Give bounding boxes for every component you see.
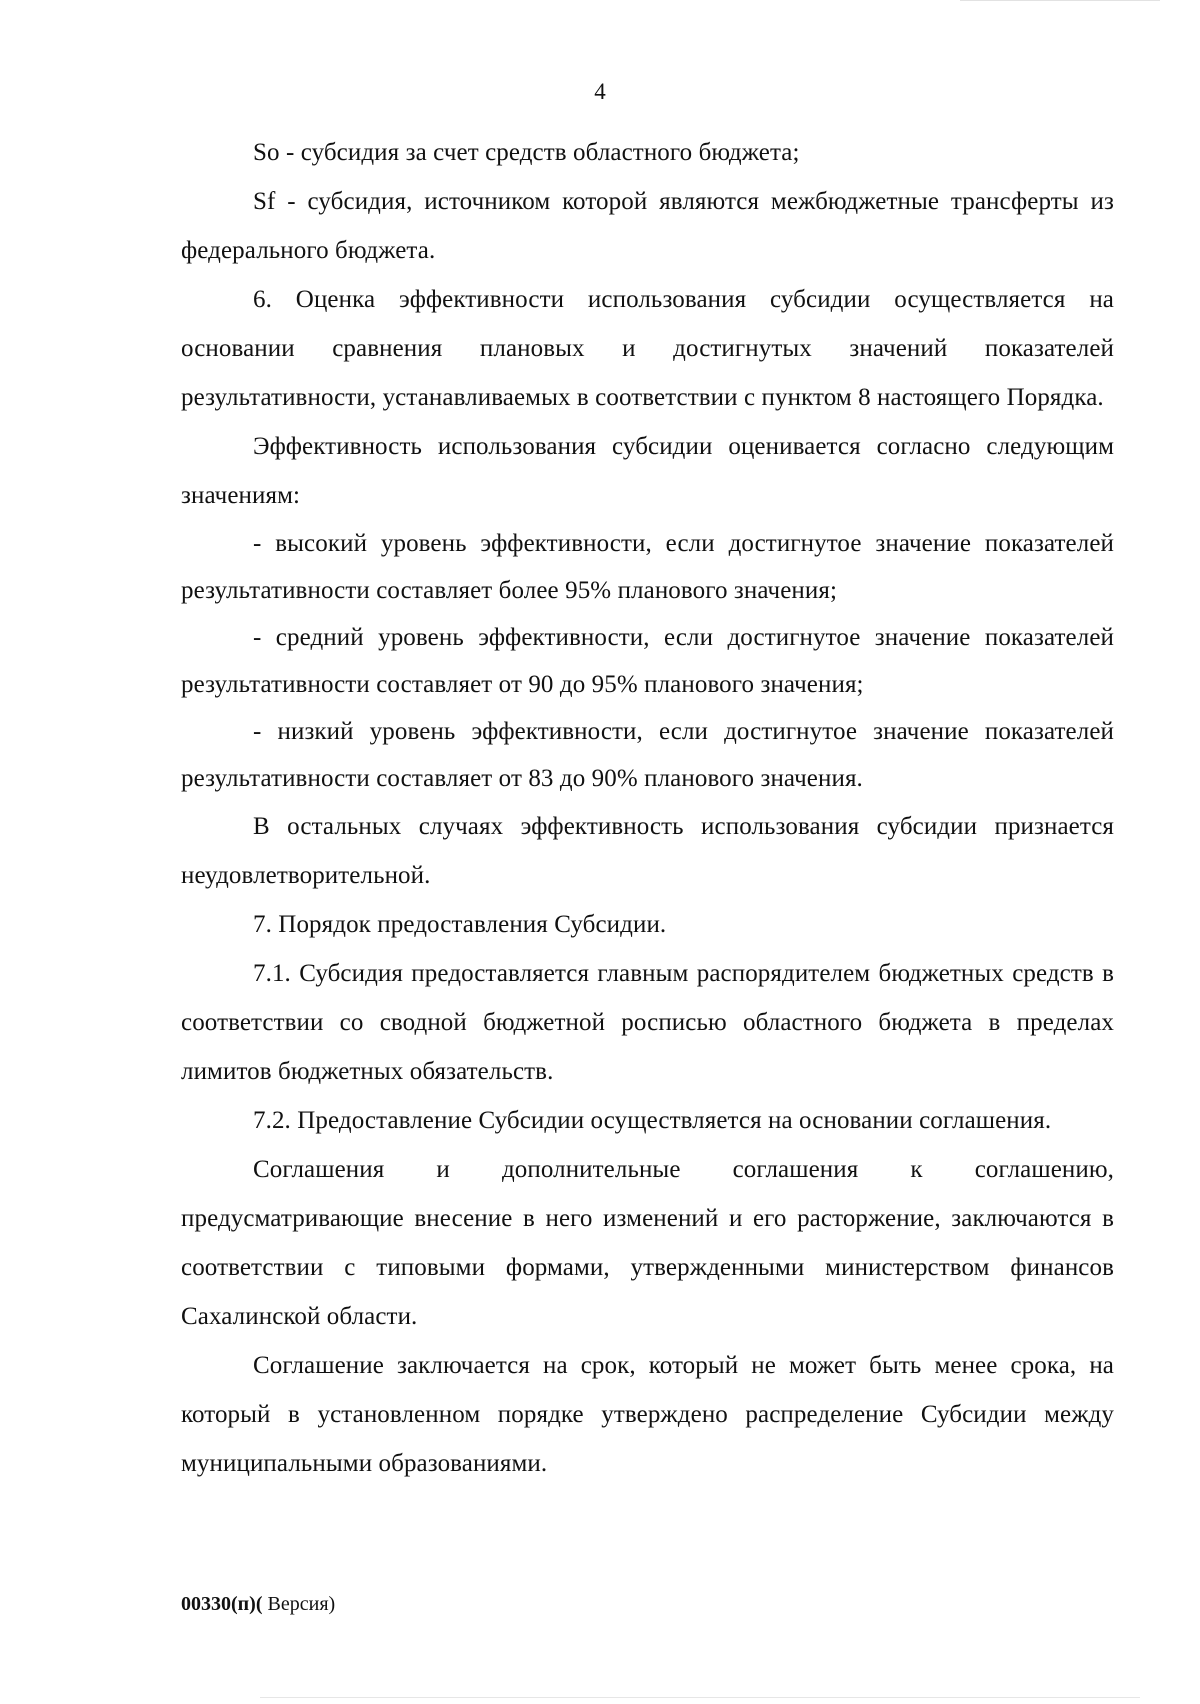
paragraph-unsatisfactory: В остальных случаях эффективность использования субсидии признается неудовлетворительной. (181, 813, 1114, 889)
footer-version: Версия) (262, 1593, 336, 1615)
page-number: 4 (594, 79, 606, 104)
scan-edge-bottom (260, 1697, 1140, 1698)
paragraph-so-definition: So - субсидия за счет средств областного бюджета; (253, 139, 800, 166)
paragraph-section-7-1: 7.1. Субсидия предоставляется главным распорядителем бюджетных средств в соответствии со сводной бюджетной росписью областного бюджета в пределах лимитов бюджетных обязательств. (181, 960, 1114, 1085)
document-footer-code (181, 1590, 335, 1618)
paragraph-section-7-2: 7.2. Предоставление Субсидии осуществляется на основании соглашения. (253, 1107, 1052, 1134)
footer-code: 00330(п)( (181, 1593, 263, 1615)
paragraph-agreement-term: Соглашение заключается на срок, который не может быть менее срока, на который в установленном порядке утверждено распределение Субсидии между муниципальными образованиями. (181, 1352, 1114, 1477)
paragraph-sf-definition: Sf - субсидия, источником которой являются межбюджетные трансферты из федерального бюджета. (181, 188, 1114, 264)
paragraph-high-level: - высокий уровень эффективности, если достигнутое значение показателей результативности составляет более 95% планового значения; (181, 530, 1114, 604)
paragraph-low-level: - низкий уровень эффективности, если достигнутое значение показателей результативности составляет от 83 до 90% планового значения. (181, 718, 1114, 792)
paragraph-agreements: Соглашения и дополнительные соглашения к соглашению, предусматривающие внесение в него изменений и его расторжение, заключаются в соответствии с типовыми формами, утвержденными министерством финансов Сахалинской области. (181, 1156, 1114, 1330)
paragraph-medium-level: - средний уровень эффективности, если достигнутое значение показателей результативности составляет от 90 до 95% планового значения; (181, 624, 1114, 698)
paragraph-section-6: 6. Оценка эффективности использования субсидии осуществляется на основании сравнения плановых и достигнутых значений показателей результативности, устанавливаемых в соответствии с пунктом 8 настоящего Порядка. (181, 286, 1114, 411)
document-body (181, 128, 1114, 1488)
paragraph-efficiency-criteria: Эффективность использования субсидии оценивается согласно следующим значениям: (181, 433, 1114, 509)
paragraph-section-7: 7. Порядок предоставления Субсидии. (253, 911, 667, 938)
scan-edge-top (960, 0, 1160, 1)
